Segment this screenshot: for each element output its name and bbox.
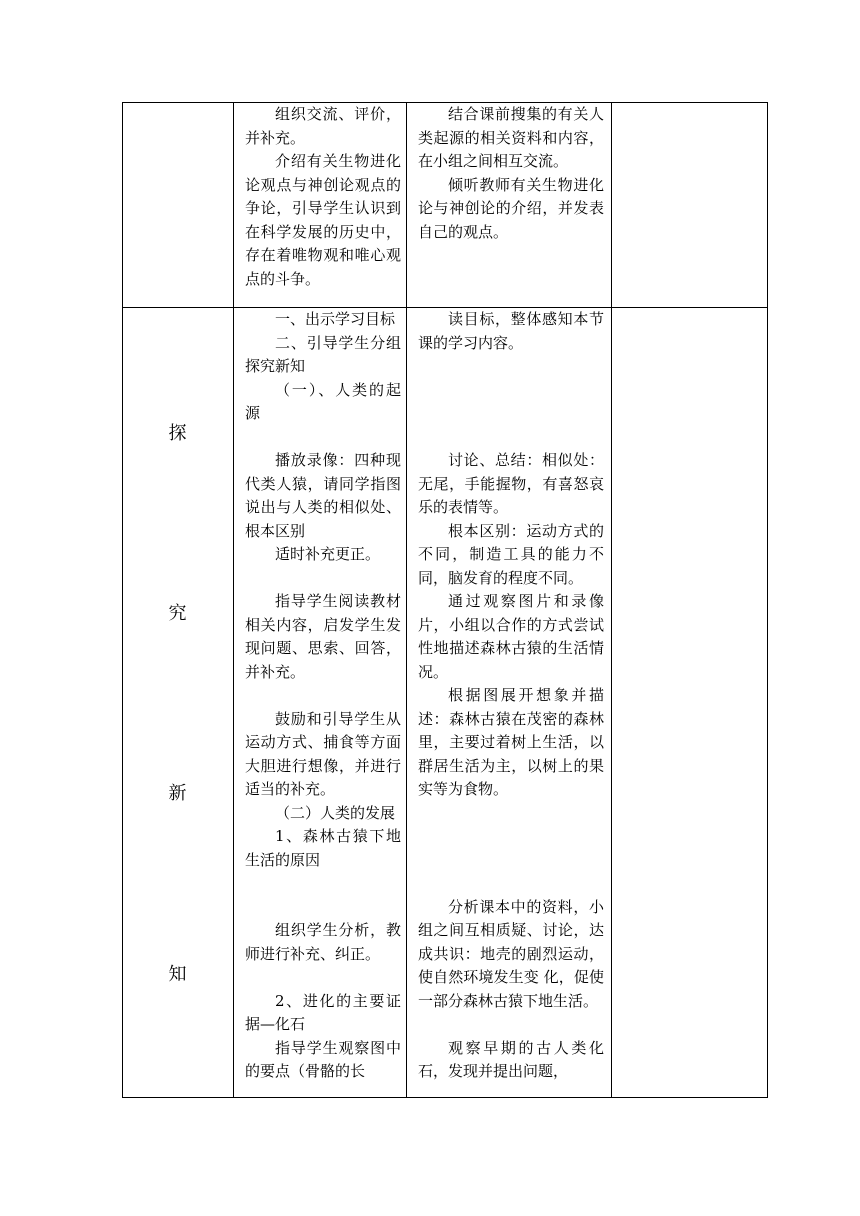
teacher-paragraph: 二、引导学生分组探究新知: [245, 333, 401, 375]
table-border-left: [122, 102, 123, 1098]
blank-line: [418, 849, 604, 873]
table-border-right: [767, 102, 768, 1098]
blank-line: [418, 426, 604, 450]
teacher-paragraph: 组织学生分析，教师进行补充、纠正。: [245, 921, 401, 963]
row2-student-cell: [418, 308, 604, 1084]
blank-line: [418, 802, 604, 826]
blank-line: [245, 966, 401, 990]
blank-line: [245, 896, 401, 920]
row1-teacher-cell: [245, 103, 401, 291]
student-paragraph: 讨论、总结：相似处：无尾，手能握物，有喜怒哀乐的表情等。: [418, 451, 604, 516]
row1-student-cell: [418, 103, 604, 244]
teacher-paragraph: 一、出示学习目标: [275, 310, 396, 328]
teacher-paragraph: （一）、人类的起源: [245, 380, 401, 422]
student-paragraph: 根本区别：运动方式的不同，制造工具的能力不同，脑发育的程度不同。: [418, 521, 604, 587]
blank-line: [245, 872, 401, 896]
blank-line: [418, 402, 604, 426]
student-paragraph: 通过观察图片和录像片，小组以合作的方式尝试性地描述森林古猿的生活情况。: [418, 592, 604, 681]
blank-line: [418, 379, 604, 403]
row2-teacher-cell: [245, 308, 401, 1084]
blank-line: [418, 1013, 604, 1037]
teacher-paragraph: （二）人类的发展: [275, 803, 396, 822]
teacher-paragraph: 播放录像：四种现代类人猿，请同学指图说出与人类的相似处、根本区别: [245, 451, 401, 540]
student-paragraph: 读目标，整体感知本节课的学习内容。: [418, 310, 604, 352]
student-paragraph: 观察早期的古人类化石，发现并提出问题，: [418, 1038, 604, 1080]
student-paragraph: 分析课本中的资料，小组之间互相质疑、讨论，达成共识：地壳的剧烈运动，使自然环境发生变 化，促使一部分森林古猿下地生活。: [418, 897, 604, 1010]
student-paragraph: 结合课前搜集的有关人类起源的相关资料和内容，在小组之间相互交流。: [418, 105, 604, 170]
blank-line: [418, 872, 604, 896]
teacher-paragraph: 指导学生观察图中的要点（骨骼的长: [245, 1038, 401, 1080]
blank-line: [418, 355, 604, 379]
teacher-paragraph: 适时补充更正。: [275, 545, 381, 563]
teacher-paragraph: 介绍有关生物进化论观点与神创论观点的争论，引导学生认识到在科学发展的历史中，存在着唯物观和唯心观点的斗争。: [245, 152, 401, 288]
blank-line: [245, 684, 401, 708]
teacher-paragraph: 组织交流、评价，并补充。: [245, 105, 401, 147]
student-paragraph: 根据图展开想象并描述：森林古猿在茂密的森林里，主要过着树上生活，以群居生活为主，以树上的果实等为食物。: [418, 686, 604, 798]
lesson-plan-table: [122, 102, 768, 1098]
stage-char: 知: [168, 964, 187, 985]
teacher-paragraph: 1、森林古猿下地生活的原因: [245, 827, 401, 869]
teacher-paragraph: 指导学生阅读教材相关内容，启发学生发现问题、思索、回答，并补充。: [245, 592, 401, 681]
column-divider-2: [406, 102, 407, 1098]
blank-line: [245, 567, 401, 591]
teacher-paragraph: 2、进化的主要证据—化石: [245, 991, 401, 1033]
student-paragraph: 倾听教师有关生物进化论与神创论的介绍，并发表自己的观点。: [418, 175, 604, 241]
column-divider-1: [233, 102, 234, 1098]
teacher-paragraph: 鼓励和引导学生从运动方式、捕食等方面大胆进行想像，并进行适当的补充。: [245, 709, 401, 798]
blank-line: [418, 825, 604, 849]
table-border-bottom: [122, 1097, 768, 1098]
stage-char: 探: [168, 423, 187, 444]
stage-char: 新: [168, 783, 187, 804]
blank-line: [245, 426, 401, 450]
column-divider-3: [611, 102, 612, 1098]
stage-char: 究: [168, 603, 187, 624]
